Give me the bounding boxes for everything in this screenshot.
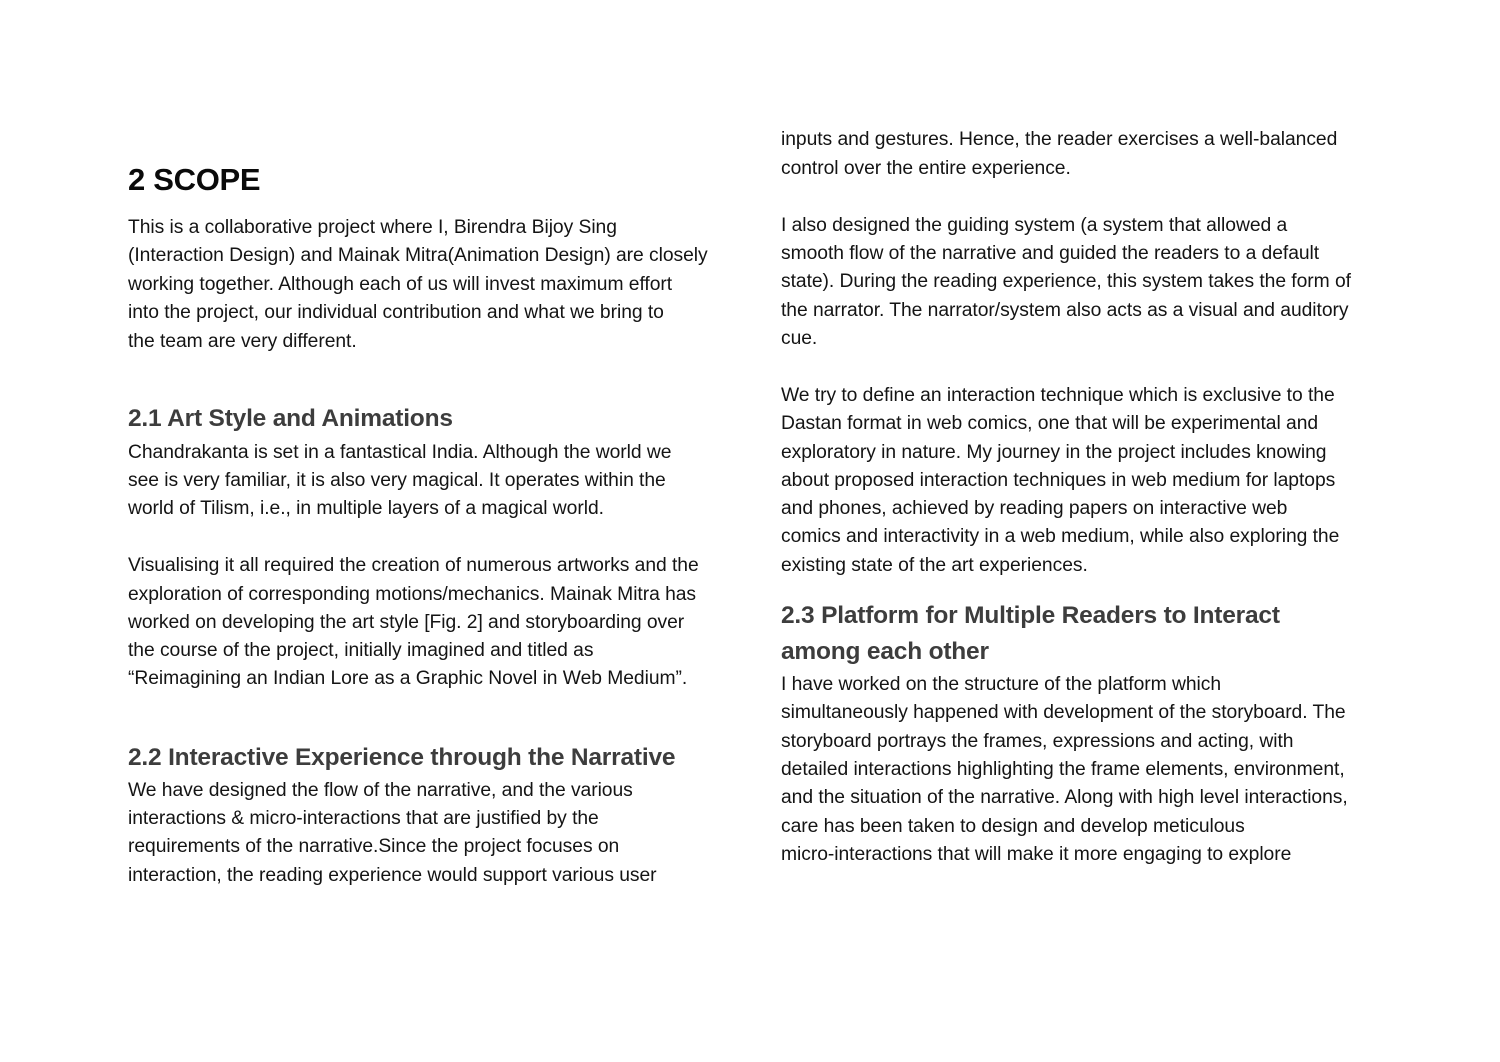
text-line: see is very familiar, it is also very magical. It operates within the <box>128 470 666 491</box>
text-line: state). During the reading experience, this system takes the form of <box>781 271 1351 292</box>
text-line: We try to define an interaction technique which is exclusive to the <box>781 385 1335 406</box>
page-heading: 2 SCOPE <box>128 162 261 197</box>
text-line: exploration of corresponding motions/mechanics. Mainak Mitra has <box>128 584 697 605</box>
section-2-1-title: 2.1 Art Style and Animations <box>128 405 453 432</box>
text-line: working together. Although each of us will invest maximum effort <box>128 274 673 295</box>
text-line: exploratory in nature. My journey in the project includes knowing <box>781 442 1327 463</box>
section-title-line: 2.3 Platform for Multiple Readers to Interact <box>781 602 1280 629</box>
text-line: and the situation of the narrative. Along with high level interactions, <box>781 787 1348 808</box>
text-line: and phones, achieved by reading papers on interactive web <box>781 498 1288 519</box>
text-line: control over the entire experience. <box>781 158 1071 179</box>
text-line: care has been taken to design and develop meticulous <box>781 816 1245 837</box>
text-line: This is a collaborative project where I, Birendra Bijoy Sing <box>128 217 617 238</box>
text-line: the team are very different. <box>128 331 357 352</box>
text-line: the narrator. The narrator/system also acts as a visual and auditory <box>781 300 1349 321</box>
text-line: We have designed the flow of the narrative, and the various <box>128 780 633 801</box>
text-line: about proposed interaction techniques in web medium for laptops <box>781 470 1336 491</box>
text-line: simultaneously happened with development of the storyboard. The <box>781 702 1346 723</box>
text-line: worked on developing the art style [Fig. 2] and storyboarding over <box>128 612 685 633</box>
text-line: world of Tilism, i.e., in multiple layers of a magical world. <box>128 498 604 519</box>
text-line: the course of the project, initially imagined and titled as <box>128 640 594 661</box>
text-line: interaction, the reading experience would support various user <box>128 865 657 886</box>
text-line: cue. <box>781 328 818 349</box>
text-line: Dastan format in web comics, one that will be experimental and <box>781 413 1319 434</box>
text-line: existing state of the art experiences. <box>781 555 1088 576</box>
text-line: interactions & micro-interactions that are justified by the <box>128 808 599 829</box>
text-line: I have worked on the structure of the platform which <box>781 674 1222 695</box>
section-2-2-title: 2.2 Interactive Experience through the Narrative <box>128 744 676 771</box>
text-line: storyboard portrays the frames, expressions and acting, with <box>781 731 1294 752</box>
text-line: requirements of the narrative.Since the project focuses on <box>128 836 620 857</box>
text-line: Visualising it all required the creation of numerous artworks and the <box>128 555 699 576</box>
text-line: into the project, our individual contribution and what we bring to <box>128 302 664 323</box>
text-line: I also designed the guiding system (a system that allowed a <box>781 215 1288 236</box>
text-line: “Reimagining an Indian Lore as a Graphic Novel in Web Medium”. <box>128 668 688 689</box>
text-line: micro-interactions that will make it more engaging to explore <box>781 844 1292 865</box>
section-title-line: among each other <box>781 638 989 665</box>
text-line: inputs and gestures. Hence, the reader exercises a well-balanced <box>781 129 1338 150</box>
text-line: Chandrakanta is set in a fantastical India. Although the world we <box>128 442 672 463</box>
text-line: smooth flow of the narrative and guided the readers to a default <box>781 243 1320 264</box>
text-line: comics and interactivity in a web medium, while also exploring the <box>781 526 1340 547</box>
text-line: detailed interactions highlighting the frame elements, environment, <box>781 759 1345 780</box>
text-line: (Interaction Design) and Mainak Mitra(Animation Design) are closely <box>128 245 708 266</box>
